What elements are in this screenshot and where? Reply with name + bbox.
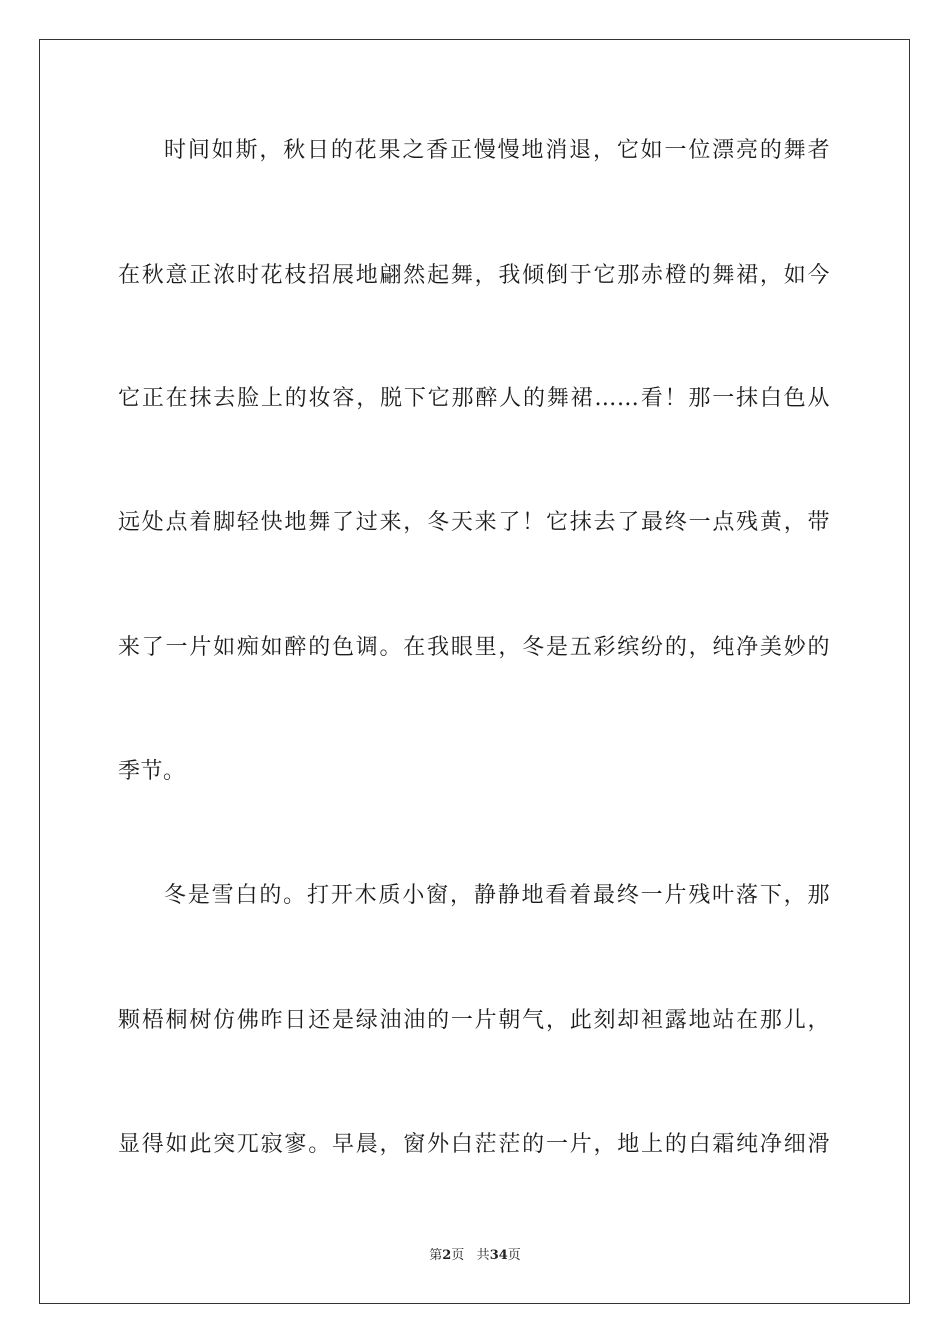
paragraph-1-line-2: 在秋意正浓时花枝招展地翩然起舞，我倾倒于它那赤橙的舞裙，如今 (118, 263, 830, 288)
paragraph-2-line-1: 冬是雪白的。打开木质小窗，静静地看着最终一片残叶落下，那 (164, 883, 830, 908)
paragraph-1-line-1: 时间如斯，秋日的花果之香正慢慢地消退，它如一位漂亮的舞者 (164, 138, 830, 163)
paragraph-2-line-3: 显得如此突兀寂寥。早晨，窗外白茫茫的一片，地上的白霜纯净细滑 (118, 1132, 830, 1157)
page-number: 2 (442, 1248, 452, 1263)
page-footer (0, 1247, 950, 1265)
paragraph-1-line-5: 来了一片如痴如醉的色调。在我眼里，冬是五彩缤纷的，纯净美妙的 (118, 635, 830, 660)
paragraph-1-line-3: 它正在抹去脸上的妆容，脱下它那醉人的舞裙……看！那一抹白色从 (118, 386, 830, 411)
paragraph-2-line-2: 颗梧桐树仿佛昨日还是绿油油的一片朝气，此刻却袒露地站在那儿， (118, 1008, 830, 1033)
total-suffix: 页 (507, 1248, 521, 1263)
paragraph-1-line-4: 远处点着脚轻快地舞了过来，冬天来了！它抹去了最终一点残黄，带 (118, 510, 830, 535)
page-prefix: 第 (429, 1248, 443, 1263)
total-prefix: 共 (476, 1248, 490, 1263)
total-pages: 34 (489, 1248, 508, 1263)
page-suffix: 页 (451, 1248, 465, 1263)
page-border (39, 39, 910, 1304)
paragraph-1-line-6: 季节。 (118, 759, 186, 784)
